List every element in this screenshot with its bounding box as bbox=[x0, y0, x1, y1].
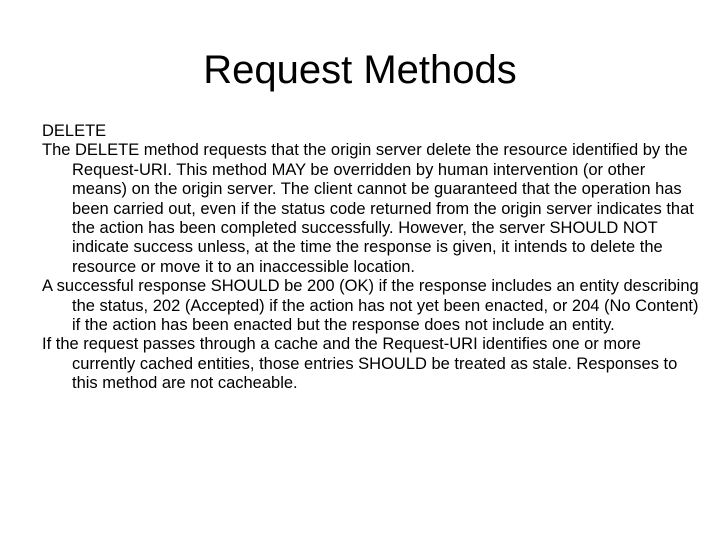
slide-body bbox=[42, 122, 702, 394]
method-name: DELETE bbox=[42, 122, 107, 140]
paragraph-caching: If the request passes through a cache and the Request-URI identifies one or more currently cached entities, those entries SHOULD be treated as stale. Responses to this method are not cacheable. bbox=[42, 335, 678, 393]
paragraph-response-codes: A successful response SHOULD be 200 (OK) if the response includes an entity describing the status, 202 (Accepted) if the action has not yet been enacted, or 204 (No Content) if the action has been enacted but the response does not include an entity. bbox=[42, 277, 699, 335]
slide-title: Request Methods bbox=[203, 48, 517, 92]
paragraph-description: The DELETE method requests that the origin server delete the resource identified by the Request-URI. This method MAY be overridden by human intervention (or other means) on the origin server. The client cannot be guaranteed that the operation has been carried out, even if the status code returned from the origin server indicates that the action has been completed successfully. However, the server SHOULD NOT indicate success unless, at the time the response is given, it intends to delete the resource or move it to an inaccessible location. bbox=[42, 141, 694, 276]
